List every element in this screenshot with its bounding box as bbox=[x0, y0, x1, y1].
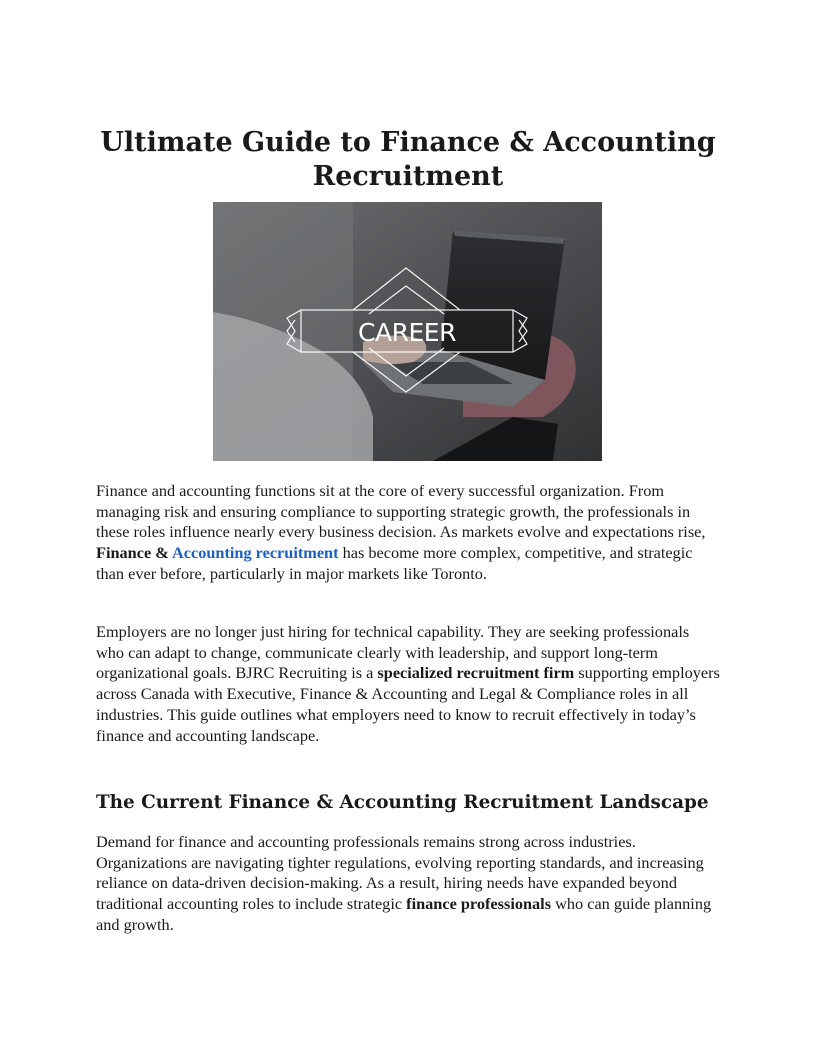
paragraph-3-bold: finance professionals bbox=[406, 894, 552, 914]
paragraph-2-text-a: Employers are no longer just hiring for technical capability. They are seeking professionals who can adapt to change, communicate clearly with leadership, and support long-term organizational goals. BJRC Recruiting is a bbox=[96, 622, 690, 683]
paragraph-3-text-b: who can guide planning and growth. bbox=[96, 894, 712, 934]
paragraph-1-text-a: Finance and accounting functions sit at the core of every successful organization. From managing risk and ensuring compliance to supporting strategic growth, the professionals in these roles influence nearly every business decision. As markets evolve and expectations rise, bbox=[96, 481, 706, 542]
accounting-recruitment-link[interactable]: Accounting recruitment bbox=[171, 543, 339, 563]
paragraph-3-text-a: Demand for finance and accounting professionals remains strong across industries. Organizations are navigating tighter regulations, evolving reporting standards, and increasing reliance on data-driven decision-making. As a result, hiring needs have expanded beyond traditional accounting roles to include strategic bbox=[96, 832, 704, 914]
section-heading: The Current Finance & Accounting Recruitment Landscape bbox=[96, 792, 709, 813]
paragraph-2-bold: specialized recruitment firm bbox=[377, 663, 575, 683]
title-line-1: Ultimate Guide to Finance & Accounting bbox=[100, 127, 716, 158]
employers-paragraph bbox=[96, 622, 720, 746]
paragraph-1-text-b: has become more complex, competitive, and strategic than ever before, particularly in major markets like Toronto. bbox=[96, 543, 693, 583]
paragraph-1-bold: Finance & bbox=[96, 543, 172, 563]
document-title bbox=[96, 126, 720, 194]
landscape-paragraph bbox=[96, 832, 720, 936]
title-line-2: Recruitment bbox=[312, 161, 504, 192]
paragraph-2-text-b: supporting employers across Canada with Executive, Finance & Accounting and Legal & Compliance roles in all industries. This guide outlines what employers need to know to recruit effectively in today’s finance and accounting landscape. bbox=[96, 663, 720, 745]
banner-label: CAREER bbox=[358, 318, 456, 347]
intro-paragraph bbox=[96, 481, 720, 585]
career-banner-image bbox=[213, 202, 602, 461]
